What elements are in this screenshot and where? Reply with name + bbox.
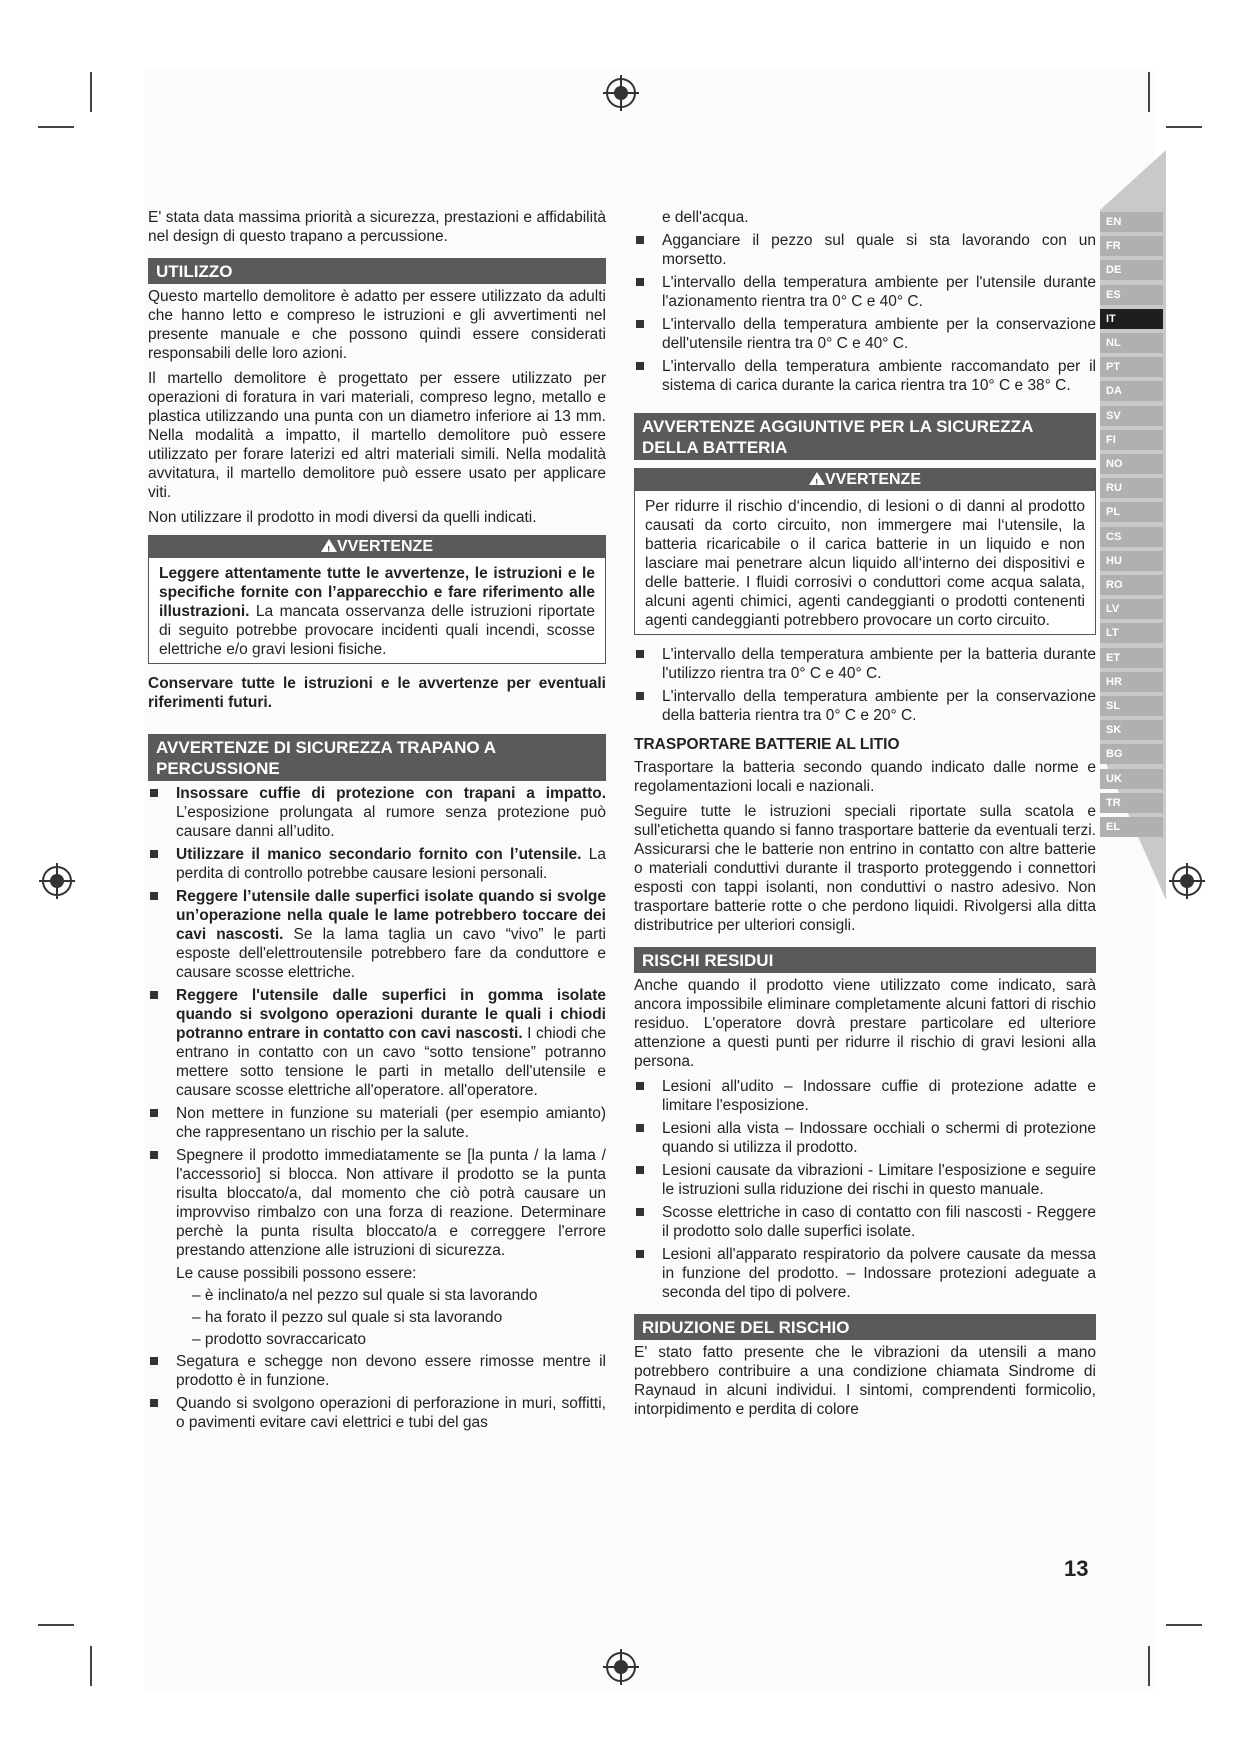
language-tab-et: ET (1100, 648, 1163, 668)
language-tab-hr: HR (1100, 672, 1163, 692)
list-item: Agganciare il pezzo sul quale si sta lavorando con un morsetto. (634, 231, 1096, 269)
tool-list (634, 231, 1096, 395)
registration-mark-icon (42, 866, 72, 896)
language-tab-lt: LT (1100, 623, 1163, 643)
utilizzo-paragraph: Questo martello demolitore è adatto per essere utilizzato da adulti che hanno letto e compreso le istruzioni e gli avvertimenti nel presente manuale e che possono quindi essere considerati responsabili delle loro azioni. (148, 288, 606, 362)
registration-mark-icon (606, 78, 636, 108)
crop-mark (1166, 1624, 1202, 1626)
language-tab-uk: UK (1100, 769, 1163, 789)
list-item: Reggere l’utensile dalle superfici isolate quando si svolge un’operazione nella quale le lame potrebbero toccare dei cavi nascosti. Se la lama taglia un cavo “vivo” le parti esposte dell'elettroutensile potrebbero fare da conduttore e causare scosse elettriche. (148, 887, 606, 982)
continued-text: e dell'acqua. (662, 209, 749, 226)
language-tab-bg: BG (1100, 744, 1163, 764)
right-column (634, 208, 1096, 1425)
warning-title: VVERTENZE (824, 471, 921, 488)
warning-text: La mancata osservanza delle istruzioni riportate di seguito potrebbe provocare incidenti quali incendi, scosse elettriche e/o gravi lesioni fisiche. (159, 603, 595, 658)
safety-list-continued (148, 1352, 606, 1432)
language-tab-it: IT (1100, 309, 1163, 329)
registration-mark-icon (606, 1652, 636, 1682)
warning-box (634, 468, 1096, 635)
list-item: Non mettere in funzione su materiali (per esempio amianto) che rappresentano un rischio per la salute. (148, 1104, 606, 1142)
language-tab-ro: RO (1100, 575, 1163, 595)
language-tab-da: DA (1100, 381, 1163, 401)
language-tabs (1100, 150, 1166, 900)
list-item: Insossare cuffie di protezione con trapani a impatto. L’esposizione prolungata al rumore senza protezione può causare danni all’udito. (148, 784, 606, 841)
language-tab-fr: FR (1100, 236, 1163, 256)
list-item: Segatura e schegge non devono essere rimosse mentre il prodotto è in funzione. (148, 1352, 606, 1390)
list-item: Utilizzare il manico secondario fornito con l’utensile. La perdita di controllo potrebbe causare lesioni personali. (148, 845, 606, 883)
language-tab-sk: SK (1100, 720, 1163, 740)
intro-text: E' stata data massima priorità a sicurezza, prestazioni e affidabilità nel design di questo trapano a percussione. (148, 209, 606, 245)
list-item: Quando si svolgono operazioni di perforazione in muri, soffitti, o pavimenti evitare cavi elettrici e tubi del gas (148, 1394, 606, 1432)
language-tab-hu: HU (1100, 551, 1163, 571)
list-item: L'intervallo della temperatura ambiente per la batteria durante l'utilizzo rientra tra 0° C e 40° C. (634, 645, 1096, 683)
section-header-safety: AVVERTENZE DI SICUREZZA TRAPANO A PERCUSSIONE (148, 734, 606, 781)
warning-triangle-icon: ! (321, 539, 337, 552)
warning-box-body (635, 491, 1095, 634)
language-tab-lv: LV (1100, 599, 1163, 619)
list-item: Spegnere il prodotto immediatamente se [la punta / la lama / l'accessorio] si blocca. Non attivare il prodotto se la punta risulta bloccato/a, dal momento che ciò potrà causare un improvviso rimbalzo con una forza di reazione. Determinare perchè la punta risulta bloccato/a e correggere l'errore prestando attenzione alle istruzioni di sicurezza. (148, 1146, 606, 1260)
section-header-utilizzo: UTILIZZO (148, 258, 606, 284)
section-header-battery: AVVERTENZE AGGIUNTIVE PER LA SICUREZZA DELLA BATTERIA (634, 413, 1096, 460)
warning-box (148, 535, 606, 664)
list-item: Lesioni all'apparato respiratorio da polvere causate da messa in funzione del prodotto. – Indossare protezioni adeguate a seconda del tipo di polvere. (634, 1245, 1096, 1302)
battery-list (634, 645, 1096, 725)
utilizzo-paragraph: Non utilizzare il prodotto in modi diversi da quelli indicati. (148, 509, 537, 526)
list-item: L'intervallo della temperatura ambiente raccomandato per il sistema di carica durante la carica rientra tra 10° C e 38° C. (634, 357, 1096, 395)
language-tab-de: DE (1100, 260, 1163, 280)
language-tab-tr: TR (1100, 793, 1163, 813)
list-item: Lesioni causate da vibrazioni - Limitare l'esposizione e seguire le istruzioni sulla riduzione dei rischi in questo manuale. (634, 1161, 1096, 1199)
list-item: Scosse elettriche in caso di contatto con fili nascosti - Reggere il prodotto solo dalle superfici isolate. (634, 1203, 1096, 1241)
warning-title: VVERTENZE (336, 538, 433, 555)
cause-item: – ha forato il pezzo sul quale si sta lavorando (192, 1309, 503, 1326)
language-tab-nl: NL (1100, 333, 1163, 353)
warning-text: Per ridurre il rischio d‘incendio, di lesioni o di danni al prodotto causati da corto circuito, non immergere mai l‘utensile, la batteria ricaricabile o il carica batterie in un liquido e non lasciare mai penetrare alcun liquido all‘interno dei dispositivi e delle batterie. I fluidi corrosivi o conduttori come acqua salata, alcuni agenti chimici, agenti candeggianti o prodotti contenenti agenti candeggianti potrebbero provocare un corto circuito. (645, 498, 1085, 629)
cause-item: – prodotto sovraccaricato (192, 1331, 367, 1348)
language-tab-ru: RU (1100, 478, 1163, 498)
causes-intro: Le cause possibili possono essere: (176, 1265, 417, 1282)
crop-mark (1148, 1646, 1150, 1686)
crop-mark (38, 1624, 74, 1626)
list-item: Reggere l'utensile dalle superfici in gomma isolate quando si svolgono operazioni durante le quali i chiodi potranno entrare in contatto con cavi nascosti. I chiodi che entrano in contatto con un cavo “sotto tensione” potranno mettere sotto tensione le parti in metallo dell'utensile e causare scosse elettriche all'operatore. all'operatore. (148, 986, 606, 1100)
section-header-reduction: RIDUZIONE DEL RISCHIO (634, 1314, 1096, 1340)
crop-mark (90, 72, 92, 112)
transport-paragraph: Trasportare la batteria secondo quando indicato dalle norme e regolamentazioni locali e nazionali. (634, 759, 1096, 795)
language-tab-pt: PT (1100, 357, 1163, 377)
list-item: L'intervallo della temperatura ambiente per l'utensile durante l'azionamento rientra tra 0° C e 40° C. (634, 273, 1096, 311)
left-column (148, 208, 606, 1436)
residual-list (634, 1077, 1096, 1302)
warning-box-body (149, 558, 605, 663)
safety-list (148, 784, 606, 1260)
language-tab-es: ES (1100, 285, 1163, 305)
language-tab-en: EN (1100, 212, 1163, 232)
reduction-paragraph: E' stato fatto presente che le vibrazioni da utensili a mano potrebbero contribuire a una condizione chiamata Sindrome di Raynaud in alcuni individui. I sintomi, comprendenti formicolio, intorpidimento e perdita di colore (634, 1344, 1096, 1418)
utilizzo-paragraph: Il martello demolitore è progettato per essere utilizzato per operazioni di foratura in vari materiali, compreso legno, metallo e plastica utilizzando una punta con un diametro inferiore ai 13 mm. Nella modalità a impatto, il martello demolitore può essere utilizzato per forare laterizi ed altri materiali simili. Nella modalità avvitatura, il martello demolitore può essere usato per applicare viti. (148, 370, 606, 501)
crop-mark (1148, 72, 1150, 112)
language-tab-el: EL (1100, 817, 1163, 837)
keep-instructions-text: Conservare tutte le istruzioni e le avvertenze per eventuali riferimenti futuri. (148, 675, 606, 711)
transport-title: TRASPORTARE BATTERIE AL LITIO (634, 736, 900, 753)
language-tab-pl: PL (1100, 502, 1163, 522)
page-number: 13 (1064, 1556, 1089, 1581)
warning-box-header (149, 536, 605, 558)
language-tab-fi: FI (1100, 430, 1163, 450)
language-tab-sv: SV (1100, 406, 1163, 426)
crop-mark (1166, 126, 1202, 128)
language-tab-no: NO (1100, 454, 1163, 474)
crop-mark (90, 1646, 92, 1686)
crop-mark (38, 126, 74, 128)
list-item: Lesioni all'udito – Indossare cuffie di protezione adatte e limitare l'esposizione. (634, 1077, 1096, 1115)
warning-bold-text: Leggere attentamente tutte le avvertenze, le istruzioni e le specifiche fornite con l’apparecchio e fare riferimento alle illustrazioni. (159, 565, 595, 620)
list-item: L'intervallo della temperatura ambiente per la conservazione della batteria rientra tra 0° C e 20° C. (634, 687, 1096, 725)
cause-item: – è inclinato/a nel pezzo sul quale si sta lavorando (192, 1287, 538, 1304)
warning-box-header (635, 469, 1095, 491)
section-header-residual: RISCHI RESIDUI (634, 947, 1096, 973)
list-item: L'intervallo della temperatura ambiente per la conservazione dell'utensile rientra tra 0° C e 40° C. (634, 315, 1096, 353)
registration-mark-icon (1172, 866, 1202, 896)
language-tab-sl: SL (1100, 696, 1163, 716)
transport-paragraph: Seguire tutte le istruzioni speciali riportate sulla scatola e sull'etichetta quando si fanno trasportare batterie da eventuali terzi. Assicurarsi che le batterie non entrino in contatto con altre batterie o materiali conduttivi durante il trasporto proteggendo i connettori esposti con tappi isolanti, non conduttivi o nastro adesivo. Non trasportare batterie rotte o che perdono liquidi. Rivolgersi alla ditta distributrice per ulteriori consigli. (634, 803, 1096, 934)
list-item: Lesioni alla vista – Indossare occhiali o schermi di protezione quando si utilizza il prodotto. (634, 1119, 1096, 1157)
residual-paragraph: Anche quando il prodotto viene utilizzato come indicato, sarà ancora impossibile eliminare completamente alcuni fattori di rischio residuo. L'operatore dovrà prestare particolare ed ulteriore attenzione a questi punti per ridurre il rischio di gravi lesioni alla persona. (634, 977, 1096, 1070)
warning-triangle-icon: ! (809, 472, 825, 485)
language-tab-cs: CS (1100, 527, 1163, 547)
